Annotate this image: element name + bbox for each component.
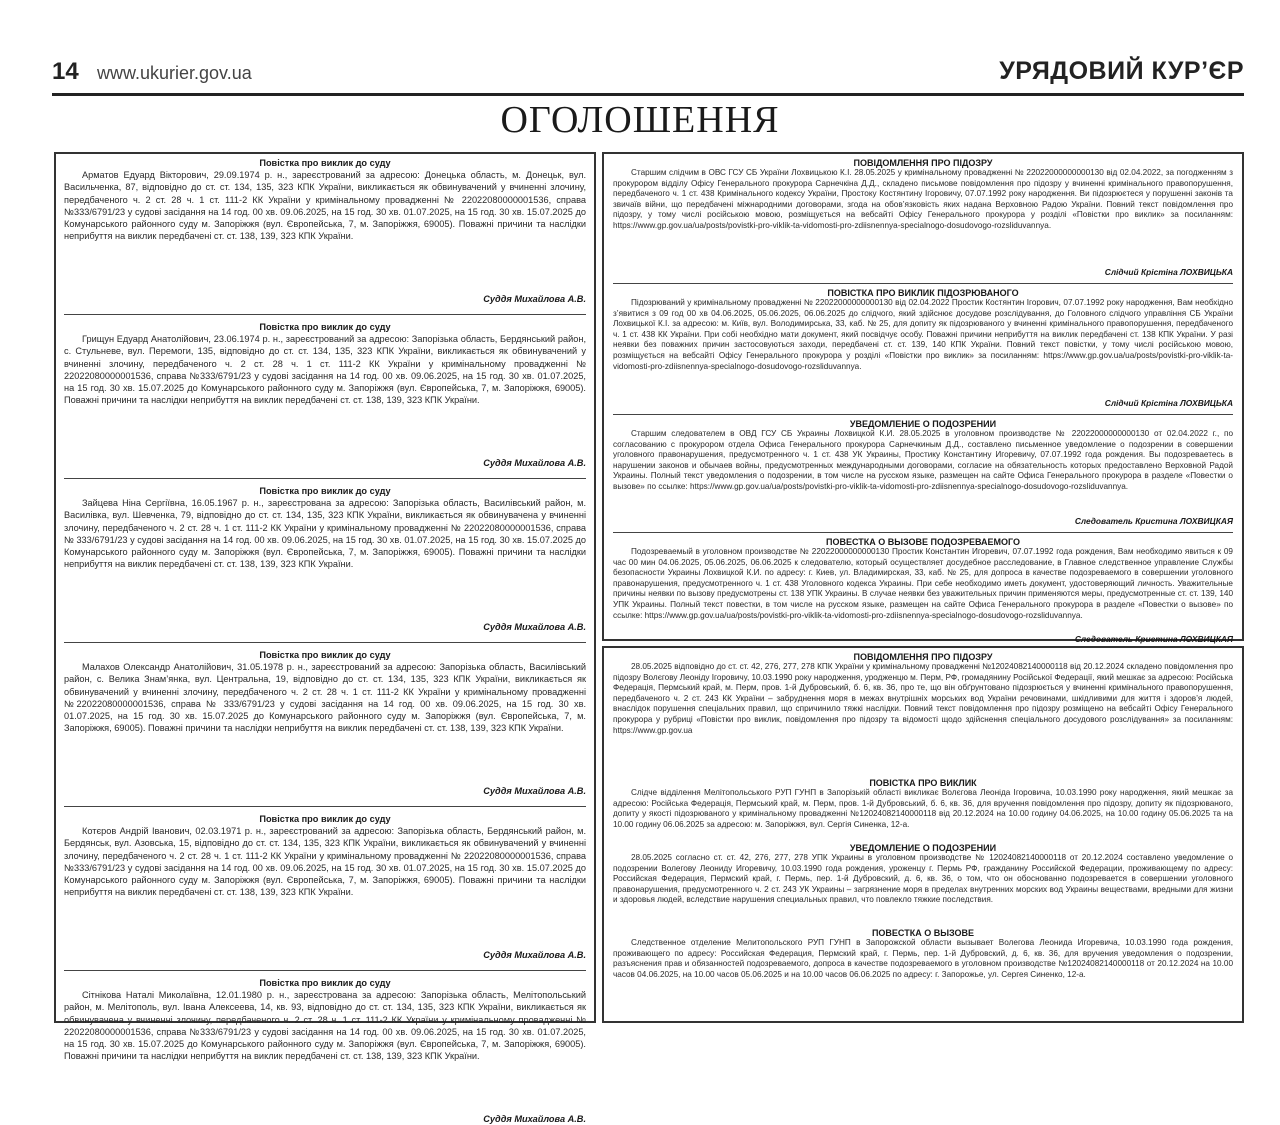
notice (613, 158, 1233, 278)
notice (613, 843, 1233, 927)
notice-signature: Суддя Михайлова А.В. (483, 950, 586, 960)
notice (613, 537, 1233, 645)
notice-signature: Суддя Михайлова А.В. (483, 458, 586, 468)
right-bottom-box (602, 646, 1244, 1023)
notice-body: Підозрюваний у кримінальному провадженні № 22022000000000130 від 02.04.2022 Простик Костянтин Ігорович, 07.07.1992 року народження, Вам необхідно з’явитися з 09 год 00 хв 04.06.2025, 05.06.2025, 06.06.2025 до слідчого, який здійснює досудове розслідування, до Головного слідчого управління СБ України Лохвицької К.І. за адресою: м. Київ, вул. Володимирська, 33, каб. № 25, для допиту як підозрюваного у вчиненні кримінального правопорушення, передбаченого ч. 1 ст. 438 КК України. При собі необхідно мати документ, який посвідчує особу. Поважні причини неприбуття на виклик передбачені ст. 138 КПК України. У разі неявки без поважних причин застосовуються заходи, передбачені ст. ст. 139, 140 КПК України. Повний текст повістки, у тому числі російською мовою, розміщується на вебсайті Офісу Генерального прокурора у розділі «Повістки про виклик» за посиланням: https://www.gp.gov.ua/ua/posts/povistki-pro-viklik-ta-vidomosti-pro-zdiisnennya-specialnogo-dosudovogo-rozsliduvannya. (613, 298, 1233, 371)
notice (64, 322, 586, 469)
notice (613, 778, 1233, 842)
notice-signature: Суддя Михайлова А.В. (483, 622, 586, 632)
newspaper-title: УРЯДОВИЙ КУР’ЄР (999, 57, 1244, 85)
notice (64, 814, 586, 961)
notice-signature: Следователь Кристина ЛОХВИЦКАЯ (1074, 634, 1233, 644)
notice-divider (613, 283, 1233, 284)
notice-divider (64, 314, 586, 315)
notice-body: 28.05.2025 відповідно до ст. ст. 42, 276, 277, 278 КПК України у кримінальному провадженні №12024082140000118 від 20.12.2024 складено повідомлення про підозру Волєгову Леоніду Ігоровичу, 10.03.1990 року народження, уродженцю м. Перм, РФ, громадянину Російської Федерації, який мешкає за адресою: Російська Федерація, Пермський край, м. Перм, пров. 1-й Дубровський, б. 6, кв. 36, про те, що він обґрунтовано підозрюється у вчиненні кримінального правопорушення, передбаченого ч. 2 ст. 243 КК України – забруднення моря в межах внутрішніх морських вод України речовинами, шкідливими для життя і здоров’я людей, внаслідок порушення спеціальних правил, що спричинило тяжкі наслідки. Повний текст повідомлення про підозру розміщено на вебсайті Офісу Генерального прокурора у рубриці «Повістки про виклик, повідомлення про підозру та відомості щодо здійснення спеціального досудового розслідування» за посиланням: https://www.gp.gov.ua (613, 662, 1233, 735)
right-top-box (602, 152, 1244, 644)
notice-signature: Суддя Михайлова А.В. (483, 1114, 586, 1124)
notice (64, 650, 586, 797)
notice-signature: Слідчий Крістіна ЛОХВИЦЬКА (1104, 267, 1233, 277)
notice-signature: Суддя Михайлова А.В. (483, 786, 586, 796)
notice (613, 419, 1233, 527)
notice-body: Зайцева Ніна Сергіївна, 16.05.1967 р. н., зареєстрована за адресою: Запорізька область, Василівський район, м. Василівка, вул. Шевченка, 79, відповідно до ст. ст. 134, 135, 323 КПК України, викликається як обвинувачена у вчиненні злочину, передбаченого ч. 2 ст. 28 ч. 1 ст. 111-2 КК України у кримінальному провадженні № 22022080000001536, справа № 333/6791/23 у судові засідання на 14 год. 00 хв. 09.06.2025, на 15 год. 30 хв. 01.07.2025, на 15 год. 30 хв. 15.07.2025 до Комунарського районного суду м. Запоріжжя (вул. Європейська, 7, м. Запоріжжя, 69005). Поважні причини та наслідки неприбуття на виклик передбачені ст. ст. 138, 139, 323 КПК України. (64, 498, 586, 570)
notice-signature: Слідчий Крістіна ЛОХВИЦЬКА (1104, 398, 1233, 408)
left-column (54, 152, 596, 1124)
notice-title: Повістка про виклик до суду (259, 158, 391, 168)
notice-body: Грищун Едуард Анатолійович, 23.06.1974 р. н., зареєстрований за адресою: Запорізька область, Бердянський район, с. Стульневе, вул. Перемоги, 135, відповідно до ст. ст. 134, 135, 323 КПК України, викликається як обвинувачений у вчиненні злочину, передбаченого ч. 2 ст. 28 ч. 1 ст. 111-2 КК України у кримінальному провадженні № 22022080000001536, справа №333/6791/23 у судові засідання на 14 год. 00 хв. 09.06.2025, на 15 год. 30 хв. 01.07.2025, на 15 год. 30 хв. 15.07.2025 до Комунарського районного суду м. Запоріжжя (вул. Європейська, 7, м. Запоріжжя, 69005). Поважні причини та наслідки неприбуття на виклик передбачені ст. ст. 138, 139, 323 КПК України. (64, 334, 586, 406)
notice-body: Сітнікова Наталі Миколаївна, 12.01.1980 р. н., зареєстрована за адресою: Запорізька область, Мелітопольський район, м. Мелітополь, вул. Івана Алексеева, 14, кв. 93, відповідно до ст. ст. 134, 135, 323 КПК України, викликається як обвинувачена у вчиненні злочину, передбаченого ч. 2 ст. 28 ч. 1 ст. 111-2 КК України у кримінальному провадженні № 22022080000001536, справа №333/6791/23 у судові засідання на 14 год. 00 хв. 09.06.2025, на 15 год. 30 хв. 01.07.2025, на 15 год. 30 хв. 15.07.2025 до Комунарського районного суду м. Запоріжжя (вул. Європейська, 7, м. Запоріжжя, 69005). Поважні причини та наслідки неприбуття на виклик передбачені ст. ст. 138, 139, 323 КПК України. (64, 990, 586, 1062)
notice-divider (64, 642, 586, 643)
notice-title: УВЕДОМЛЕНИЕ О ПОДОЗРЕНИИ (849, 419, 997, 429)
notice-divider (613, 414, 1233, 415)
notice-title: УВЕДОМЛЕНИЕ О ПОДОЗРЕНИИ (849, 843, 997, 853)
notice-title: Повістка про виклик до суду (259, 814, 391, 824)
notice-title: Повістка про виклик до суду (259, 978, 391, 988)
notice-body: Подозреваемый в уголовном производстве № 22022000000000130 Простик Константин Игоревич, 07.07.1992 года рождения, Вам необходимо явиться к 09 час 00 мин 04.06.2025, 05.06.2025, 06.06.2025 к следователю, который осуществляет досудебное расследование, в Главное следственное управление Службы безопасности Украины Лохвицкой К.И. по адресу: г. Киев, ул. Владимирская, 33, каб. № 25, для допроса в качестве подозреваемого в совершении уголовного правонарушения, предусмотренного ч. 1 ст. 438 Уголовного кодекса Украины. При себе необходимо иметь документ, удостоверяющий личность. Уважительные причины неявки по вызову предусмотрены ст. 138 УПК Украины. В случае неявки без уважительных причин применяются меры, предусмотренные ст. ст. 139, 140 УПК Украины. Полный текст повестки, в том числе на русском языке, размещен на сайте Офиса Генерального прокурора в разделе «Повестки о вызове» по ссылке: https://www.gp.gov.ua/ua/posts/povistki-pro-viklik-ta-vidomosti-pro-zdiisnennya-specialnogo-dosudovogo-rozsliduvannya. (613, 547, 1233, 620)
notice (64, 978, 586, 1125)
notice-divider (64, 806, 586, 807)
notice (613, 928, 1233, 1013)
notice-title: ПОВІСТКА ПРО ВИКЛИК (869, 778, 977, 788)
notice-divider (64, 478, 586, 479)
page-number: 14 (52, 58, 79, 85)
header-rule (52, 93, 1244, 96)
notice (64, 158, 586, 305)
notice-signature: Суддя Михайлова А.В. (483, 294, 586, 304)
notice (613, 652, 1233, 777)
notice-body: Арматов Едуард Вікторович, 29.09.1974 р. н., зареєстрований за адресою: Донецька область, м. Донецьк, вул. Васильченка, 87, відповідно до ст. ст. 134, 135, 323 КПК України, викликається як обвинувачений у вчиненні злочину, передбаченого ч. 2 ст. 28 ч. 1 ст. 111-2 КК України у кримінальному провадженні № 22022080000001536, справа №333/6791/23 у судові засідання на 14 год. 00 хв. 09.06.2025, на 15 год. 30 хв. 01.07.2025, на 15 год. 30 хв. 15.07.2025 до Комунарського районного суду м. Запоріжжя (вул. Європейська, 7, м. Запоріжжя, 69005). Поважні причини та наслідки неприбуття на виклик передбачені ст. ст. 138, 139, 323 КПК України. (64, 170, 586, 242)
notice-signature: Следователь Кристина ЛОХВИЦКАЯ (1074, 516, 1233, 526)
notice-divider (613, 532, 1233, 533)
notice-title: ПОВІДОМЛЕННЯ ПРО ПІДОЗРУ (853, 158, 993, 168)
notice-title: ПОВІДОМЛЕННЯ ПРО ПІДОЗРУ (853, 652, 993, 662)
notice-body: 28.05.2025 согласно ст. ст. 42, 276, 277, 278 УПК Украины в уголовном производстве № 12024082140000118 от 20.12.2024 составлено уведомление о подозрении Волегову Леониду Игоревичу, 10.03.1990 года рождения, уроженцу г. Пермь РФ, гражданину Российской Федерации, проживающему по адресу: Российская Федерация, Пермский край, г. Пермь, пер. 1-й Дубровский, д. 6, кв. 36, о том, что он обоснованно подозревается в совершении уголовного правонарушения, предусмотренного ч. 2 ст. 243 УК Украины – загрязнение моря в пределах внутренних морских вод Украины веществами, вредными для жизни и здоровья людей, вследствие нарушения специальных правил, что повлекло тяжкие последствия. (613, 853, 1233, 905)
notice-title: Повістка про виклик до суду (259, 650, 391, 660)
section-title: ОГОЛОШЕННЯ (500, 99, 780, 141)
site-url[interactable]: www.ukurier.gov.ua (97, 63, 252, 83)
notice-body: Старшим слідчим в ОВС ГСУ СБ України Лохвицькою К.І. 28.05.2025 у кримінальному провадженні № 22022000000000130 від 02.04.2022, за погодженням з прокурором відділу Офісу Генерального прокурора Сарнечкіна Д.Д., складено письмове повідомлення про підозру у вчиненні кримінального правопорушення, передбаченого ч. 1 ст. 438 Кримінального кодексу України, Простоку Костянтину Ігоровичу, 07.07.1992 року народження. Ви підозрюєтеся у порушенні законів та звичаїв війни, що передбачені міжнародними договорами, згода на обов’язковість яких надана Верховною Радою України. Повний текст повідомлення про підозру, у тому числі російською мовою, розміщується на вебсайті Офісу Генерального прокурора у розділі «Повістки про виклик» за посиланням: https://www.gp.gov.ua/ua/posts/povistki-pro-viklik-ta-vidomosti-pro-zdiisnennya-specialnogo-dosudovogo-rozsliduvannya. (613, 168, 1233, 230)
notice-divider (64, 970, 586, 971)
page-header (52, 56, 1244, 90)
notice (64, 486, 586, 633)
notice-title: ПОВЕСТКА О ВЫЗОВЕ ПОДОЗРЕВАЕМОГО (825, 537, 1020, 547)
notice-body: Котєров Андрій Іванович, 02.03.1971 р. н., зареєстрований за адресою: Запорізька область, Бердянський район, м. Бердянськ, вул. Азовська, 15, відповідно до ст. ст. 134, 135, 323 КПК України, викликається як обвинувачений у вчиненні злочину, передбаченого ч. 2 ст. 28 ч. 1 ст. 111-2 КК України у кримінальному провадженні № 22022080000001536, справа №333/6791/23 у судові засідання на 14 год. 00 хв. 09.06.2025, на 15 год. 30 хв. 01.07.2025, на 15 год. 30 хв. 15.07.2025 до Комунарського районного суду м. Запоріжжя (вул. Європейська, 7, м. Запоріжжя, 69005). Поважні причини та наслідки неприбуття на виклик передбачені ст. ст. 138, 139, 323 КПК України. (64, 826, 586, 898)
notice-body: Следственное отделение Мелитопольского РУП ГУНП в Запорожской области вызывает Волегова Леонида Игоревича, 10.03.1990 года рождения, проживающего по адресу: Российская Федерация, Пермский край, г. Пермь, пер. 1-й Дубровский, д. 6, кв. 36, для вручения уведомления о подозрении, разъяснения прав и обязанностей подозреваемого, допроса в качестве подозреваемого в уголовном производстве №12024082140000118 от 20.12.2024 на 10.00 часов 04.06.2025, на 10.00 часов 05.06.2025 и на 10.00 часов 06.06.2025 по адресу: г. Запорожье, ул. Сергея Синенко, 12-а. (613, 938, 1233, 979)
notice-body: Старшим следователем в ОВД ГСУ СБ Украины Лохвицкой К.И. 28.05.2025 в уголовном производстве № 22022000000000130 от 02.04.2022 г., по согласованию с прокурором отдела Офиса Генерального прокурора Сарнечкиным Д.Д., составлено письменное уведомление о подозрении в совершении уголовного правонарушения, предусмотренного ч. 1 ст. 438 УК Украины, Простику Константину Игоревичу, 07.07.1992 года рождения. Вы подозреваетесь в нарушении законов и обычаев войны, предусмотренных международными договорами, согласие на обязательность которых предоставлено Верховной Радой Украины. Полный текст уведомления о подозрении, в том числе на русском языке, размещен на сайте Офиса Генерального прокурора в разделе «Повестки о вызове» по ссылке: https://www.gp.gov.ua/ua/posts/povistki-pro-viklik-ta-vidomosti-pro-zdiisnennya-specialnogo-dosudovogo-rozsliduvannya. (613, 429, 1233, 491)
notice-body: Слідче відділення Мелітопольського РУП ГУНП в Запорізькій області викликає Волєгова Леоніда Ігоровича, 10.03.1990 року народження, який мешкає за адресою: Російська Федерація, Пермський край, м. Перм, пров. 1-й Дубровський, б. 6, кв. 36, для вручення повідомлення про підозру, допиту як підозрюваного, допиту у якості підозрюваного у кримінальному провадженні №12024082140000118 від 20.12.2024 на 10.00 годину 04.06.2025, на 10.00 годину 05.06.2025 та на 10.00 годину 06.06.2025 за адресою: м. Запоріжжя, вул. Сергія Синенка, 12-а. (613, 788, 1233, 829)
notice-title: ПОВІСТКА ПРО ВИКЛИК ПІДОЗРЮВАНОГО (827, 288, 1019, 298)
notice (613, 288, 1233, 409)
notice-title: ПОВЕСТКА О ВЫЗОВЕ (871, 928, 975, 938)
notice-title: Повістка про виклик до суду (259, 322, 391, 332)
notice-body: Малахов Олександр Анатолійович, 31.05.1978 р. н., зареєстрований за адресою: Запорізька область, Василівський район, с. Велика Знам’янка, вул. Центральна, 19, відповідно до ст. ст. 134, 135, 323 КПК України, викликається як обвинувачений у вчиненні злочину, передбаченого ч. 2 ст. 28 ч. 1 ст. 111-2 КК України у кримінальному провадженні №22022080000001536, справа № 333/6791/23 у судові засідання на 14 год. 00 хв. 09.06.2025, на 15 год. 30 хв. 01.07.2025, на 15 год. 30 хв. 15.07.2025 до Комунарського районного суду м. Запоріжжя (вул. Європейська, 7, м. Запоріжжя, 69005). Поважні причини та наслідки неприбуття на виклик передбачені ст. ст. 138, 139, 323 КПК України. (64, 662, 586, 734)
notice-title: Повістка про виклик до суду (259, 486, 391, 496)
